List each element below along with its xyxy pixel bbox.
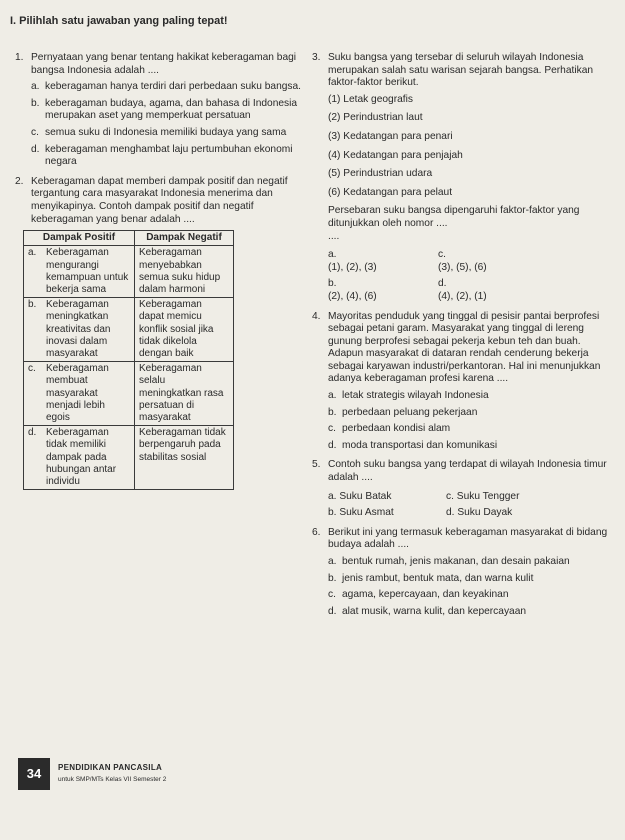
question-followup: Persebaran suku bangsa dipengaruhi faktor-faktor yang ditunjukkan oleh nomor .... (328, 205, 580, 229)
question-6 (312, 527, 612, 619)
question-4 (312, 311, 612, 453)
option-d[interactable]: d. moda transportasi dan komunikasi (328, 439, 498, 451)
question-number: 4. (312, 310, 321, 322)
question-number: 6. (312, 526, 321, 538)
option-c[interactable]: c. semua suku di Indonesia memiliki budaya yang sama (31, 126, 287, 138)
book-subtitle: untuk SMP/MTs Kelas VII Semester 2 (58, 776, 167, 783)
option-c[interactable]: c. perbedaan kondisi alam (328, 423, 451, 435)
right-column (312, 52, 612, 625)
options (328, 556, 612, 618)
table-row[interactable]: d. Keberagaman tidak memiliki dampak pada hubungan antar individu Keberagaman tidak berpengaruh pada stabilitas sosial (24, 426, 234, 490)
question-text: Berikut ini yang termasuk keberagaman masyarakat di bidang budaya adalah .... (328, 526, 608, 551)
option-c[interactable]: c. (3), (5), (6) (438, 249, 487, 273)
list-item: (6) Kedatangan para pelaut (328, 186, 453, 198)
option-d[interactable]: d. Suku Dayak (446, 507, 513, 519)
impact-table (23, 230, 234, 490)
option-b[interactable]: b. perbedaan peluang pekerjaan (328, 406, 478, 418)
option-b[interactable]: b. Suku Asmat (328, 507, 394, 519)
left-column (15, 52, 315, 497)
question-5 (312, 459, 612, 519)
header-negative: Dampak Negatif (135, 231, 234, 246)
option-d[interactable]: d. (4), (2), (1) (438, 278, 487, 302)
list-item: (2) Perindustrian laut (328, 112, 423, 124)
header-positive: Dampak Positif (24, 231, 135, 246)
list-item: (3) Kedatangan para penari (328, 130, 453, 142)
question-text: Keberagaman dapat memberi dampak positif dan negatif tergantung cara masyarakat Indonesia menerima dan menyikapinya. Contoh dampak positif dan negatif keberagaman yang benar adalah .... (31, 175, 288, 225)
question-text: Pernyataan yang benar tentang hakikat keberagaman bagi bangsa Indonesia adalah .... (31, 52, 297, 76)
question-3: 3. Suku bangsa yang tersebar di seluruh wilayah Indonesia merupakan salah satu warisan sejarah bangsa. Perhatikan faktor-faktor berikut. (1) Letak geografis (2) Perindustrian laut (3) Kedatangan para penari (4) Kedatangan para penjajah (5) Perindustrian udara (6) Kedatangan para pelaut Persebaran suku bangsa dipengaruhi faktor-faktor yang ditunjukkan oleh nomor .... .... a. (1), (2), (3) c. (3), (5), (6) b. (2), (4), (6) d. (4), (2), (1) (312, 52, 612, 304)
option-a[interactable]: a. (1), (2), (3) (328, 249, 377, 273)
book-title: PENDIDIKAN PANCASILA (58, 763, 163, 772)
option-b[interactable]: b. jenis rambut, bentuk mata, dan warna kulit (328, 572, 534, 584)
option-d[interactable]: d. keberagaman menghambat laju pertumbuhan ekonomi negara (31, 143, 293, 168)
question-text: Contoh suku bangsa yang terdapat di wilayah Indonesia timur adalah .... (328, 459, 607, 484)
list-item: (4) Kedatangan para penjajah (328, 149, 463, 161)
question-number: 1. (15, 52, 24, 63)
list-item: (5) Perindustrian udara (328, 168, 433, 180)
options (328, 249, 612, 303)
option-a[interactable]: a. keberagaman hanya terdiri dari perbedaan suku bangsa. (31, 81, 301, 93)
section-heading: I. Pilihlah satu jawaban yang paling tepat! (10, 15, 228, 27)
question-number: 3. (312, 52, 321, 63)
table-row[interactable]: b. Keberagaman meningkatkan kreativitas dan inovasi dalam masyarakat Keberagaman dapat memicu konflik sosial jika tidak dikelola dengan baik (24, 298, 234, 362)
options (328, 491, 612, 520)
question-2 (15, 176, 315, 490)
table-row[interactable]: c. Keberagaman membuat masyarakat menjadi lebih egois Keberagaman selalu meningkatkan rasa persatuan di masyarakat (24, 362, 234, 426)
options (31, 81, 315, 169)
table-row[interactable]: a. Keberagaman mengurangi kemampuan untuk bekerja sama Keberagaman menyebabkan semua suku hidup dalam harmoni (24, 246, 234, 298)
option-a[interactable]: a. letak strategis wilayah Indonesia (328, 390, 489, 402)
option-a[interactable]: a. bentuk rumah, jenis makanan, dan desain pakaian (328, 556, 570, 567)
question-1 (15, 52, 315, 169)
question-number: 5. (312, 459, 321, 471)
factor-list (328, 94, 612, 200)
options (328, 390, 612, 452)
option-c[interactable]: c. Suku Tengger (446, 490, 520, 502)
question-text: Suku bangsa yang tersebar di seluruh wilayah Indonesia merupakan salah satu warisan sejarah bangsa. Perhatikan faktor-faktor berikut. (328, 52, 594, 89)
question-text: Mayoritas penduduk yang tinggal di pesisir pantai berprofesi sebagai petani garam. Masyarakat yang tinggal di lereng gunung berprofesi sebagai pekerja kebun teh dan buah. Adapun masyarakat di dataran rendah cenderung bekerja sebagai karyawan industri/perkantoran. Hal ini menunjukkan adanya keberagaman profesi karena .... (328, 310, 601, 385)
option-d[interactable]: d. alat musik, warna kulit, dan kepercayaan (328, 605, 527, 617)
list-item: (1) Letak geografis (328, 93, 413, 105)
option-b[interactable]: b. keberagaman budaya, agama, dan bahasa di Indonesia merupakan aset yang memperkuat persatuan (31, 97, 298, 122)
option-c[interactable]: c. agama, kepercayaan, dan keyakinan (328, 589, 509, 601)
table-header-row (24, 231, 234, 246)
question-number: 2. (15, 175, 24, 187)
page-number: 34 (18, 758, 50, 790)
option-a[interactable]: a. Suku Batak (328, 490, 392, 502)
option-b[interactable]: b. (2), (4), (6) (328, 278, 377, 302)
